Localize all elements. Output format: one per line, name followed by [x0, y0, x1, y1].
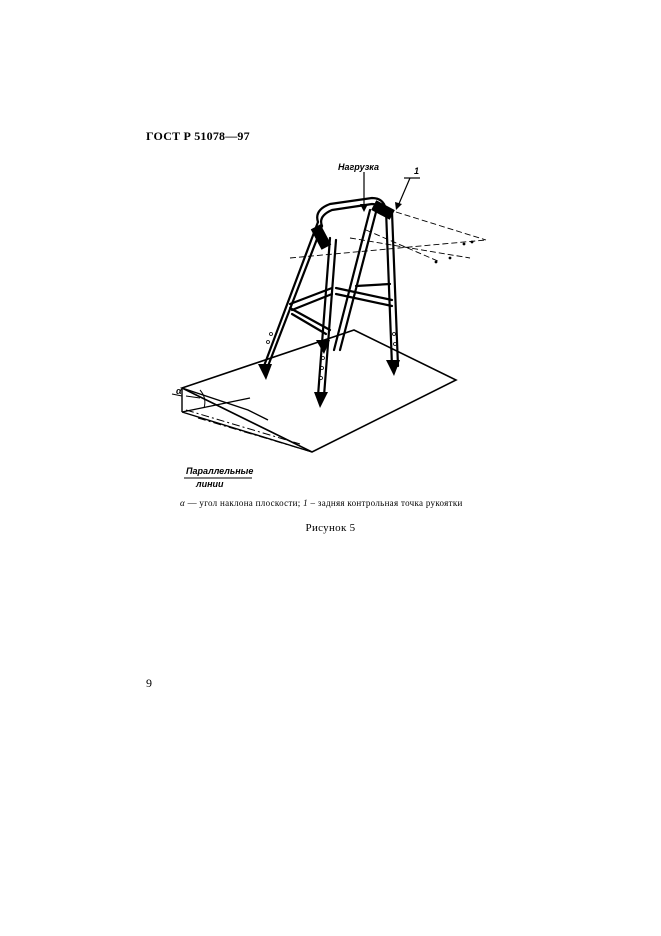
ref-point-label: 1 — [414, 166, 420, 176]
ref-point-arrowhead — [395, 202, 402, 210]
parallel-lines-label-1: Параллельные — [186, 466, 254, 476]
legend-point-text: – задняя контрольная точка рукоятки — [307, 498, 463, 508]
standard-code-header: ГОСТ Р 51078—97 — [146, 129, 250, 143]
legend-alpha-symbol: α — [180, 498, 186, 508]
walker-frame — [264, 198, 398, 396]
legend-alpha-text: — угол наклона плоскости; — [185, 498, 304, 508]
projection-dots — [435, 241, 474, 264]
page-number: 9 — [146, 676, 152, 690]
leg-tips — [258, 340, 400, 408]
load-arrowhead — [360, 204, 368, 212]
load-label: Нагрузка — [338, 162, 379, 172]
figure-legend — [180, 498, 463, 508]
figure-title: Рисунок 5 — [305, 522, 356, 534]
leg-holes — [267, 333, 397, 380]
alpha-label: α — [176, 386, 182, 396]
parallel-lines-label-2: линии — [196, 479, 224, 489]
legend-point-symbol: 1 — [303, 498, 308, 508]
ref-point-leader — [398, 178, 420, 206]
